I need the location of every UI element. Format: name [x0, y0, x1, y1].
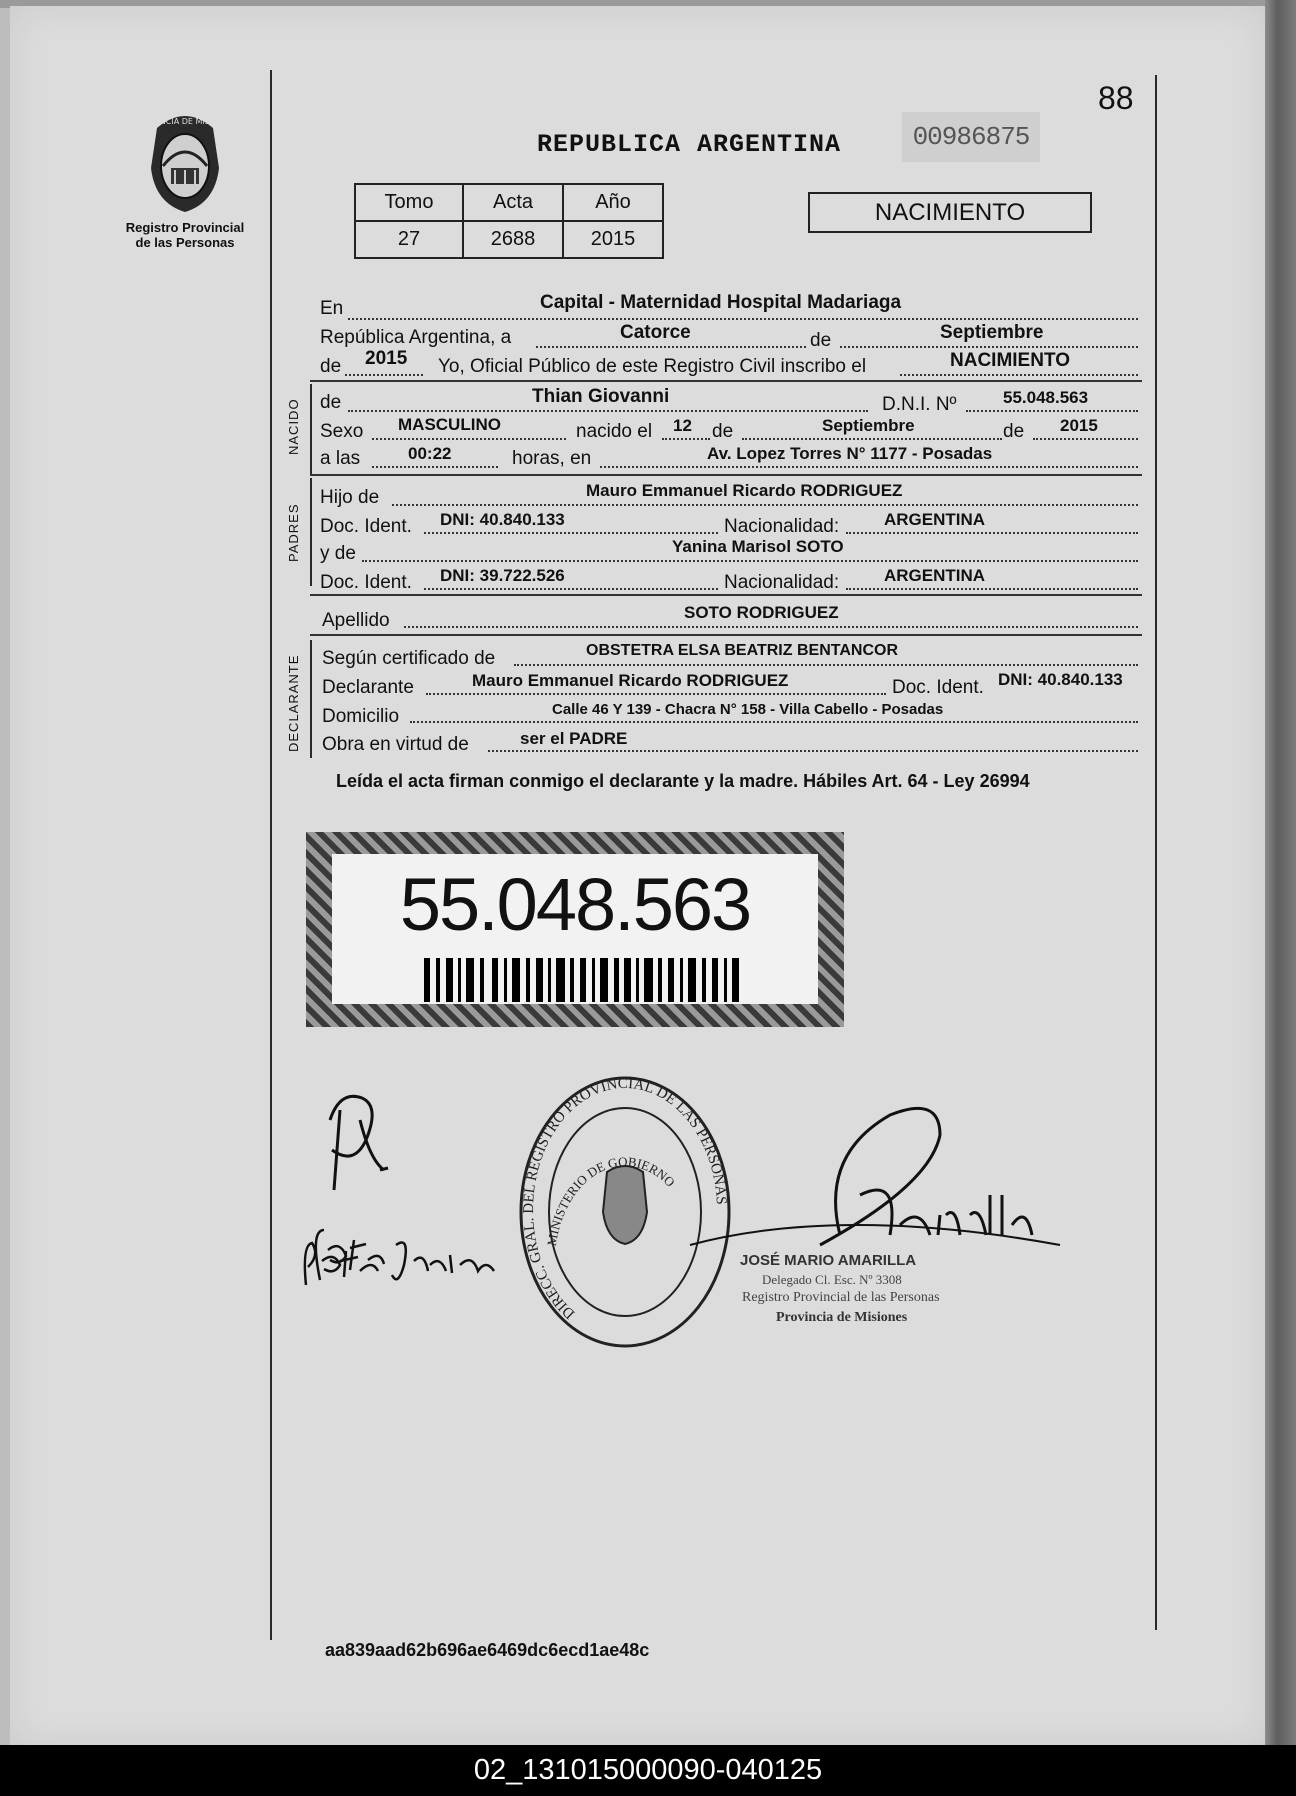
republica-label: República Argentina, a: [320, 327, 512, 348]
record-table-header: [355, 184, 663, 221]
section-divider: [310, 634, 1142, 636]
left-margin-line: [270, 70, 272, 1640]
header-acta: Acta: [463, 184, 563, 221]
address-value: Calle 46 Y 139 - Chacra N° 158 - Villa Cabello - Posadas: [552, 701, 944, 718]
declarant-name-value: Mauro Emmanuel Ricardo RODRIGUEZ: [472, 671, 789, 690]
dotted-line: [372, 466, 498, 468]
de-label: de: [810, 330, 832, 351]
birth-year-value: 2015: [1060, 416, 1098, 435]
doc-label: Doc. Ident.: [320, 572, 412, 593]
declarante-doc-label: Doc. Ident.: [892, 677, 984, 698]
declarant-doc-value: DNI: 40.840.133: [998, 670, 1123, 689]
dotted-line: [1033, 438, 1138, 440]
dotted-line: [536, 346, 806, 348]
surname-value: SOTO RODRIGUEZ: [684, 603, 839, 622]
serial-number: 00986875: [902, 112, 1040, 162]
de-label: de: [1003, 421, 1025, 442]
en-label: En: [320, 298, 344, 319]
svg-text:PROVINCIA DE MISIONES: PROVINCIA DE MISIONES: [135, 117, 235, 126]
father-doc-value: DNI: 40.840.133: [440, 510, 565, 529]
dotted-line: [488, 750, 1138, 752]
declarante-bracket: [310, 640, 312, 758]
de-label: de: [320, 356, 342, 377]
child-dni-value: 55.048.563: [1003, 388, 1089, 407]
official-role: Delegado Cl. Esc. Nº 3308: [762, 1272, 902, 1287]
dotted-line: [348, 410, 868, 412]
dotted-line: [840, 346, 1138, 348]
declarante-section-label: DECLARANTE: [286, 654, 301, 752]
record-table-values: [355, 221, 663, 258]
registry-logo: [110, 108, 260, 250]
page-number: 88: [1098, 80, 1134, 116]
nacionalidad-label: Nacionalidad:: [724, 516, 840, 537]
stamp-ring-text: DIRECC. GRAL. DEL REGISTRO PROVINCIAL DE LAS PERSONAS: [521, 1075, 730, 1322]
dotted-line: [514, 664, 1138, 666]
hijo-label: Hijo de: [320, 487, 380, 508]
value-tomo: 27: [355, 221, 463, 258]
official-signature: [690, 1095, 1070, 1265]
virtue-value: ser el PADRE: [520, 729, 628, 748]
section-divider: [310, 474, 1142, 476]
doc-label: Doc. Ident.: [320, 516, 412, 537]
book-binding-edge: [1265, 0, 1296, 1745]
official-registry: Registro Provincial de las Personas: [742, 1290, 940, 1305]
nombre-label: de: [320, 392, 342, 413]
place-value: Capital - Maternidad Hospital Madariaga: [540, 292, 902, 313]
scan-id-bar: 02_131015000090-040125: [0, 1745, 1296, 1796]
dotted-line: [348, 318, 1138, 320]
padres-bracket: [310, 478, 312, 586]
dotted-line: [846, 532, 1138, 534]
section-divider: [310, 594, 1142, 596]
certificate-value: OBSTETRA ELSA BEATRIZ BENTANCOR: [586, 642, 898, 659]
nacido-el-label: nacido el: [576, 421, 653, 442]
header-anio: Año: [563, 184, 663, 221]
nacido-section-label: NACIDO: [286, 398, 301, 455]
dotted-line: [966, 410, 1138, 412]
nacido-bracket: [310, 384, 312, 474]
virtud-label: Obra en virtud de: [322, 734, 469, 755]
birth-month-value: Septiembre: [822, 416, 915, 435]
year-value: 2015: [365, 348, 408, 369]
declarante-label: Declarante: [322, 677, 414, 698]
birth-time-value: 00:22: [408, 444, 452, 463]
official-name: JOSÉ MARIO AMARILLA: [740, 1252, 917, 1269]
sexo-label: Sexo: [320, 421, 364, 442]
registry-name: Registro Provincial de las Personas: [125, 220, 245, 250]
dni-sticker-label: [332, 854, 818, 1004]
mother-name-value: Yanina Marisol SOTO: [672, 537, 844, 556]
yde-label: y de: [320, 543, 356, 564]
value-acta: 2688: [463, 221, 563, 258]
stamp-inner-text: MINISTERIO DE GOBIERNO: [543, 1153, 678, 1247]
dotted-line: [362, 560, 1138, 562]
father-nationality-value: ARGENTINA: [884, 510, 986, 529]
father-name-value: Mauro Emmanuel Ricardo RODRIGUEZ: [586, 481, 903, 500]
horas-label: horas, en: [512, 448, 592, 469]
dotted-line: [600, 466, 1138, 468]
dni-sticker-number: 55.048.563: [399, 863, 751, 946]
mother-nationality-value: ARGENTINA: [884, 566, 986, 585]
domicilio-label: Domicilio: [322, 706, 400, 727]
right-margin-line: [1155, 75, 1157, 1630]
birth-place-value: Av. Lopez Torres N° 1177 - Posadas: [707, 444, 993, 463]
value-anio: 2015: [563, 221, 663, 258]
padres-section-label: PADRES: [286, 503, 301, 562]
dotted-line: [662, 438, 710, 440]
header-tomo: Tomo: [355, 184, 463, 221]
dotted-line: [392, 504, 1138, 506]
de-label: de: [712, 421, 734, 442]
dotted-line: [742, 438, 1002, 440]
nacionalidad-label: Nacionalidad:: [724, 572, 840, 593]
provincial-seal-icon: [135, 108, 235, 216]
dotted-line: [404, 626, 1138, 628]
dotted-line: [900, 374, 1138, 376]
record-table: [354, 183, 664, 259]
record-type-box: NACIMIENTO: [808, 192, 1092, 233]
official-province: Provincia de Misiones: [776, 1310, 908, 1325]
section-divider: [310, 380, 1142, 382]
dotted-line: [410, 721, 1138, 723]
barcode-icon: [424, 958, 744, 1002]
inscribo-text: Yo, Oficial Público de este Registro Civil inscribo el: [438, 356, 867, 377]
dotted-line: [846, 588, 1138, 590]
dni-sticker: [306, 832, 844, 1027]
closing-statement: Leída el acta firman conmigo el declarante y la madre. Hábiles Art. 64 - Ley 26994: [336, 771, 1030, 791]
dni-label: D.N.I. Nº: [882, 394, 957, 415]
mother-doc-value: DNI: 39.722.526: [440, 566, 565, 585]
document-hash: aa839aad62b696ae6469dc6ecd1ae48c: [325, 1640, 650, 1660]
dotted-line: [372, 438, 566, 440]
inscribo-value: NACIMIENTO: [950, 350, 1070, 371]
dotted-line: [424, 532, 718, 534]
child-name-value: Thian Giovanni: [532, 386, 670, 407]
country-title: REPUBLICA ARGENTINA: [537, 130, 842, 159]
dotted-line: [426, 693, 886, 695]
dotted-line: [424, 588, 718, 590]
mother-signature: [300, 1215, 520, 1295]
apellido-label: Apellido: [322, 610, 390, 631]
certificado-label: Según certificado de: [322, 648, 496, 669]
month-value: Septiembre: [940, 322, 1044, 343]
alas-label: a las: [320, 448, 361, 469]
sexo-value: MASCULINO: [398, 415, 501, 434]
day-value: Catorce: [620, 322, 691, 343]
dotted-line: [345, 374, 423, 376]
birth-day-value: 12: [673, 416, 692, 435]
